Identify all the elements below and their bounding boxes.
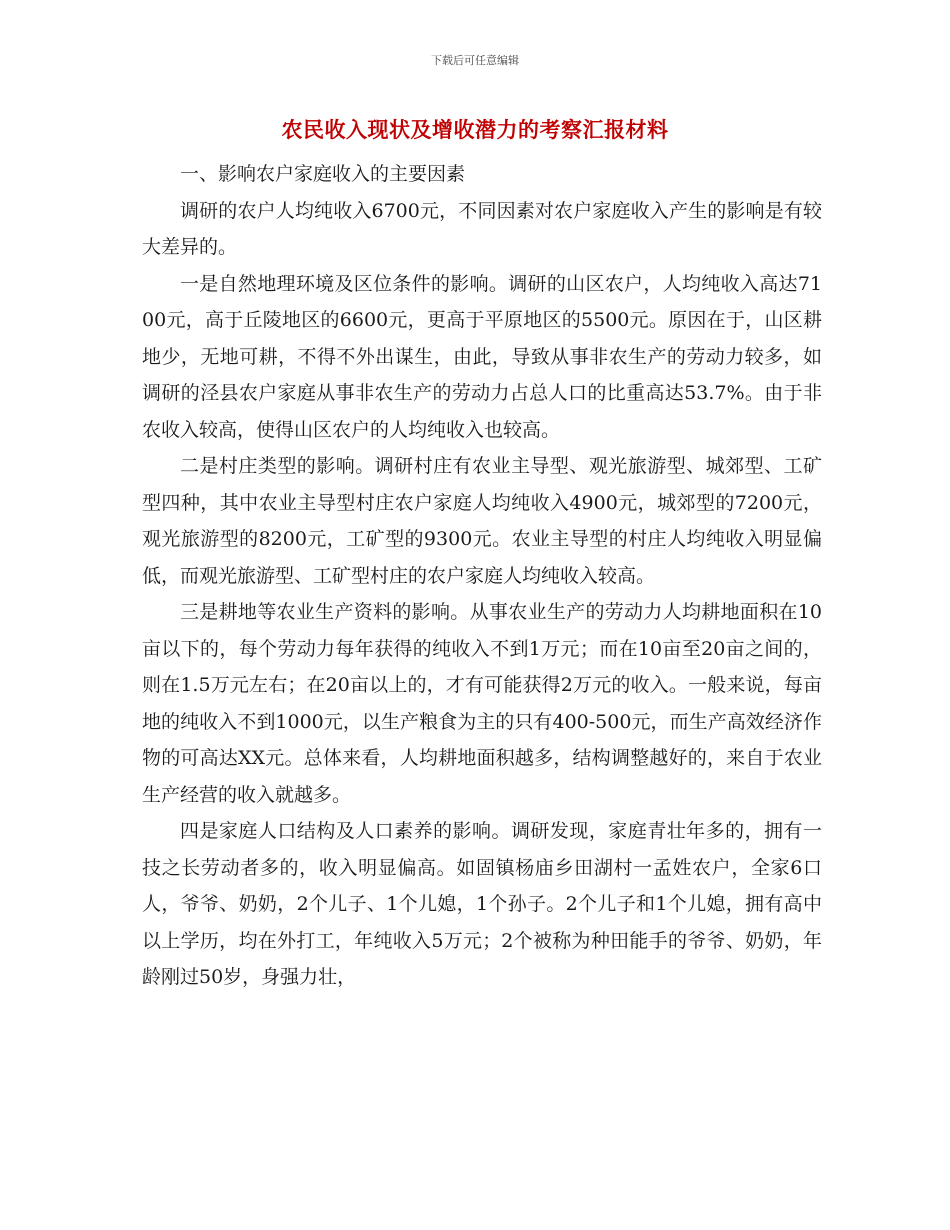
- document-title: 农民收入现状及增收潜力的考察汇报材料: [281, 117, 669, 142]
- document-body: [142, 156, 822, 996]
- section-heading: 一、影响农户家庭收入的主要因素: [180, 163, 466, 185]
- paragraph-geography: 一是自然地理环境及区位条件的影响。调研的山区农户，人均纯收入高达7100元，高于丘陵地区的6600元，更高于平原地区的5500元。原因在于，山区耕地少，无地可耕，不得不外出谋生，由此，导致从事非农生产的劳动力较多，如调研的泾县农户家庭从事非农生产的劳动力占总人口的比重高达53.7%。由于非农收入较高，使得山区农户的人均纯收入也较高。: [142, 272, 822, 441]
- paragraph-village-type: 二是村庄类型的影响。调研村庄有农业主导型、观光旅游型、城郊型、工矿型四种，其中农业主导型村庄农户家庭人均纯收入4900元，城郊型的7200元，观光旅游型的8200元，工矿型的9300元。农业主导型的村庄人均纯收入明显偏低，而观光旅游型、工矿型村庄的农户家庭人均纯收入较高。: [142, 455, 822, 587]
- header-note: 下载后可任意编辑: [431, 54, 519, 67]
- paragraph-farmland: 三是耕地等农业生产资料的影响。从事农业生产的劳动力人均耕地面积在10亩以下的，每个劳动力每年获得的纯收入不到1万元；而在10亩至20亩之间的，则在1.5万元左右；在20亩以上的，才有可能获得2万元的收入。一般来说，每亩地的纯收入不到1000元，以生产粮食为主的只有400-500元，而生产高效经济作物的可高达XX元。总体来看，人均耕地面积越多，结构调整越好的，来自于农业生产经营的收入就越多。: [142, 601, 822, 806]
- paragraph-intro: 调研的农户人均纯收入6700元，不同因素对农户家庭收入产生的影响是有较大差异的。: [142, 199, 822, 258]
- paragraph-household-structure: 四是家庭人口结构及人口素养的影响。调研发现，家庭青壮年多的，拥有一技之长劳动者多的，收入明显偏高。如固镇杨庙乡田湖村一孟姓农户，全家6口人，爷爷、奶奶，2个儿子、1个儿媳，1个孙子。2个儿子和1个儿媳，拥有高中以上学历，均在外打工，年纯收入5万元；2个被称为种田能手的爷爷、奶奶，年龄刚过50岁，身强力壮，: [142, 820, 822, 988]
